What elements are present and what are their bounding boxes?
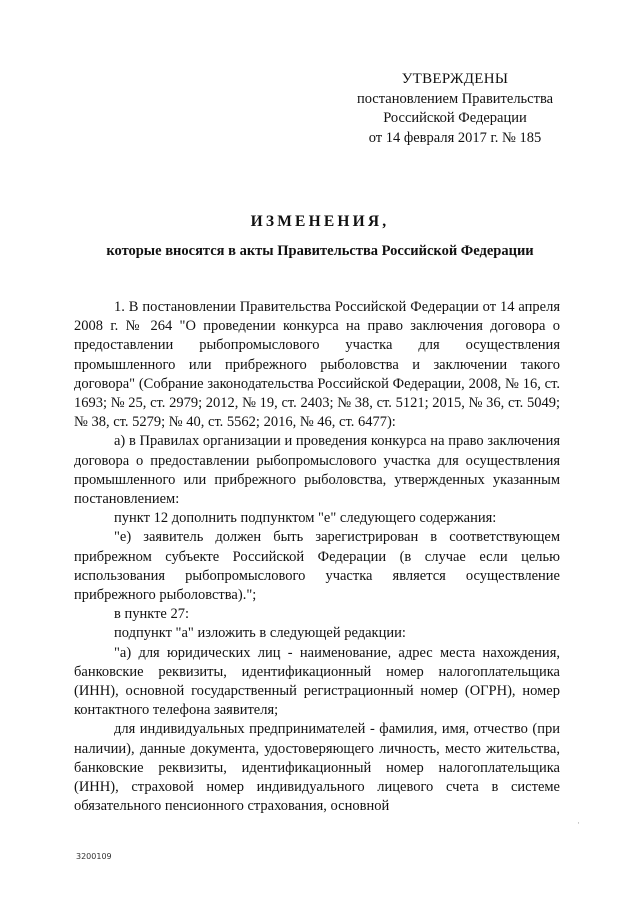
approval-block [350, 70, 560, 148]
paragraph-6: подпункт "а" изложить в следующей редакции: [114, 625, 406, 642]
approval-line-3: от 14 февраля 2017 г. № 185 [368, 129, 542, 146]
approval-heading: УТВЕРЖДЕНЫ [401, 71, 509, 87]
document-subtitle: которые вносятся в акты Правительства Российской Федерации [106, 243, 534, 259]
paragraph-7: "а) для юридических лиц - наименование, адрес места нахождения, банковские реквизиты, идентификационный номер налогоплательщика (ИНН), основной государственный регистрационный номер (ОГРН), номер контактного телефона заявителя; [74, 644, 560, 719]
footer-document-code: 3200109 [76, 852, 112, 861]
paragraph-2: а) в Правилах организации и проведения конкурса на право заключения договора о предоставлении рыбопромыслового участка для осуществления промышленного или прибрежного рыболовства, утвержденных указанным постановлением: [74, 433, 560, 508]
paragraph-3: пункт 12 дополнить подпунктом "е" следующего содержания: [114, 510, 497, 527]
paragraph-8: для индивидуальных предпринимателей - фамилия, имя, отчество (при наличии), данные документа, удостоверяющего личность, место жительства, банковские реквизиты, идентификационный номер налогоплательщика (ИНН), страховой номер индивидуального лицевого счета в системе обязательного пенсионного страхования, основной [74, 721, 560, 815]
document-body [74, 298, 560, 816]
paragraph-5: в пункте 27: [114, 606, 190, 623]
approval-line-1: постановлением Правительства [356, 90, 554, 107]
document-title: ИЗМЕНЕНИЯ, [250, 213, 390, 230]
margin-mark: · [577, 818, 580, 828]
approval-line-2: Российской Федерации [383, 110, 527, 126]
paragraph-4: "е) заявитель должен быть зарегистрирован в соответствующем прибрежном субъекте Российской Федерации (в случае если целью использования рыбопромыслового участка является осуществление прибрежного рыболовства)."; [74, 529, 560, 604]
paragraph-1: 1. В постановлении Правительства Российской Федерации от 14 апреля 2008 г. № 264 "О проведении конкурса на право заключения договора о предоставлении рыбопромыслового участка для осуществления промышленного или прибрежного рыболовства и заключении такого договора" (Собрание законодательства Российской Федерации, 2008, № 16, ст. 1693; № 25, ст. 2979; 2012, № 19, ст. 2403; № 38, ст. 5121; 2015, № 36, ст. 5049; № 38, ст. 5279; № 40, ст. 5562; 2016, № 46, ст. 6477): [74, 299, 560, 431]
